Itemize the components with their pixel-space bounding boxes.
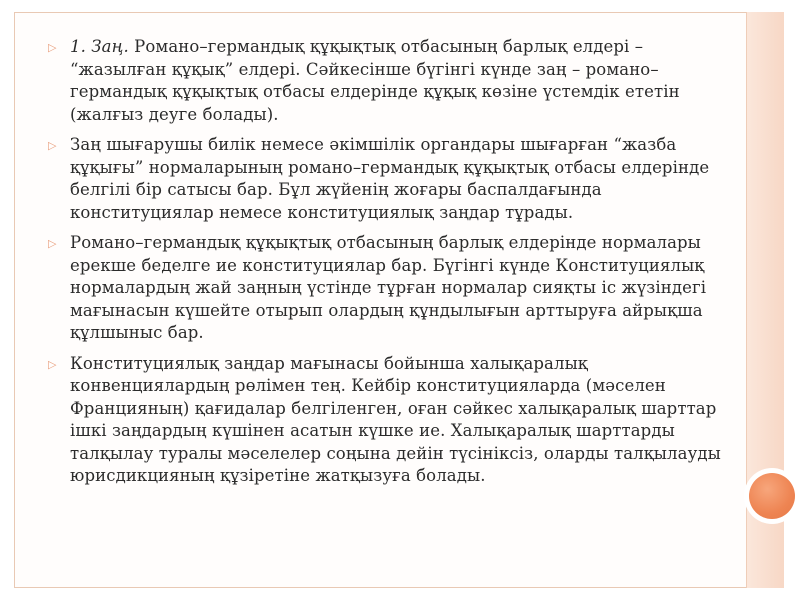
- bullet-icon: ▷: [48, 357, 57, 371]
- bullet-icon: ▷: [48, 41, 57, 54]
- bullet-icon: ▷: [48, 237, 57, 250]
- bullet-text: Конституциялық заңдар мағынасы бойынша халықаралық конвенциялардың рөлімен тең. Кейбір конституцияларда (мәселен Францияның) қағидалар белгіленген, оған сәйкес халықаралық шарттар ішкі заңдардың күшінен асатын күшке ие. Халықаралық шарттарды талқылау туралы мәселелер соңына дейін түсініксіз, оларды талқылауды юрисдикцияның құзіретіне жатқызуға болады.: [70, 353, 721, 485]
- decorative-orange-circle: [749, 473, 795, 519]
- bullet-body: Романо–германдық құқықтық отбасының барлық елдері – “жазылған құқық” елдері. Сәйкесінше бүгінгі күнде заң – романо–германдық құқықтық отбасы елдерінде құқық көзіне үстемдік ететін (жалғыз деуге болады).: [70, 37, 680, 124]
- bullet-item: [48, 353, 738, 488]
- bullet-lead: 1. Заң.: [70, 37, 129, 56]
- bullet-item: [48, 36, 738, 126]
- bullet-text: Романо–германдық құқықтық отбасының барлық елдерінде нормалары ерекше беделге ие конституциялар бар. Бүгінгі күнде Конституциялық нормалардың жай заңның үстінде тұрған нормалар сияқты іс жүзіндегі мағынасын күшейте отырып олардың құндылығын арттыруға айрықша құлшыныс бар.: [70, 233, 707, 342]
- bullet-icon: ▷: [48, 139, 57, 152]
- bullet-text: [70, 36, 738, 126]
- bullet-item: [48, 232, 738, 345]
- bullet-item: [48, 134, 738, 224]
- bullet-text: Заң шығарушы билік немесе әкімшілік органдары шығарған “жазба құқығы” нормаларының романо–германдық құқықтық отбасы елдерінде белгілі бір сатысы бар. Бұл жүйенің жоғары баспалдағында конституциялар немесе конституциялық заңдар тұрады.: [70, 135, 710, 222]
- slide-body: [48, 36, 738, 496]
